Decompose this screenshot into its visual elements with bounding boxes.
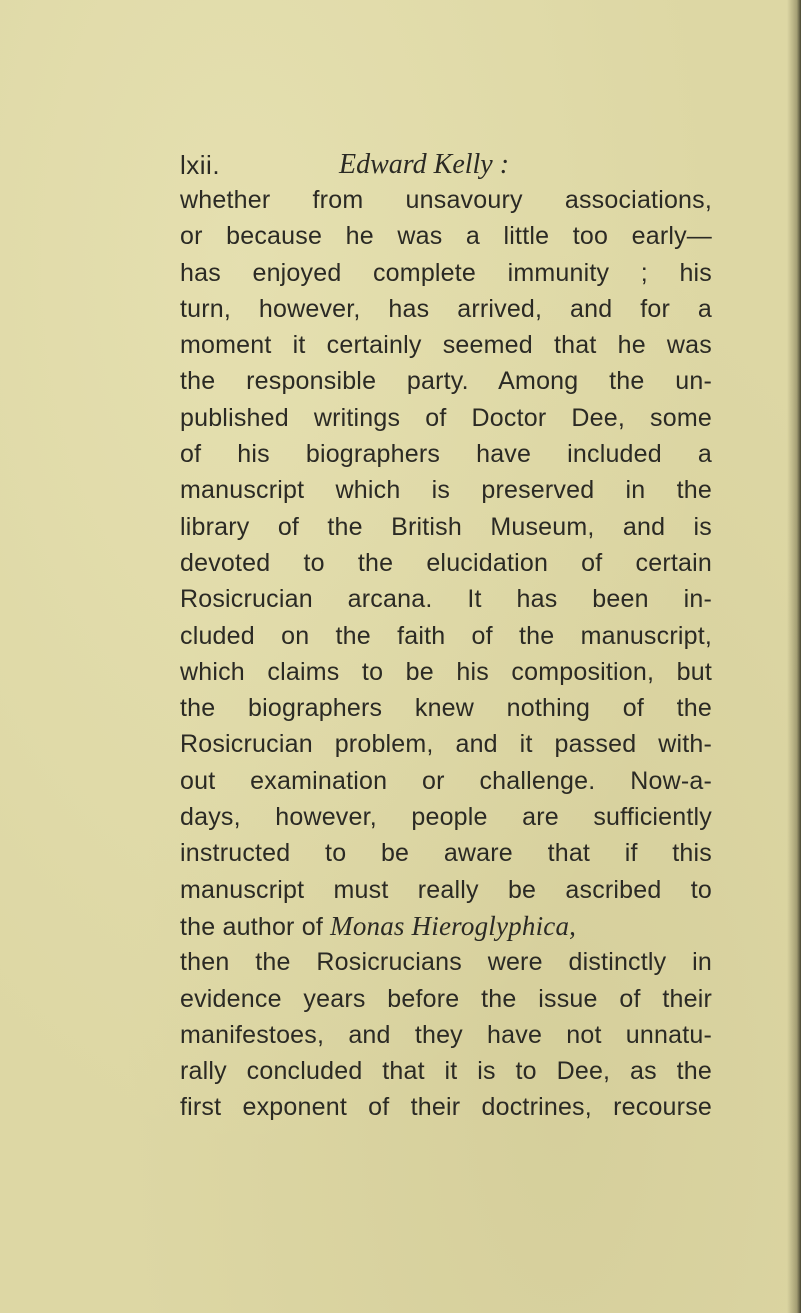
text-line: out examination or challenge. Now-a- — [180, 766, 712, 795]
text-line: library of the British Museum, and is — [180, 512, 712, 541]
text-line: Rosicrucian arcana. It has been in- — [180, 585, 712, 614]
text-line: or because he was a little too early— — [180, 222, 712, 251]
text-line: then the Rosicrucians were distinctly in — [180, 948, 712, 977]
text-line: instructed to be aware that if this — [180, 839, 712, 868]
text-line: days, however, people are sufficiently — [180, 803, 712, 832]
page-header — [180, 145, 740, 185]
text-line: whether from unsavoury associations, — [180, 186, 712, 214]
text-line: devoted to the elucidation of certain — [180, 548, 712, 577]
text-segment: the author of — [180, 912, 331, 941]
text-line: the responsible party. Among the un- — [180, 367, 712, 396]
body-text — [180, 182, 712, 1126]
text-line: manifestoes, and they have not unnatu- — [180, 1020, 712, 1049]
text-line: Rosicrucian problem, and it passed with- — [180, 730, 712, 759]
text-line: which claims to be his composition, but — [180, 657, 712, 686]
text-line: has enjoyed complete immunity ; his — [180, 258, 712, 287]
text-line: manuscript must really be ascribed to — [180, 875, 712, 904]
text-line-with-title — [180, 908, 712, 944]
text-line: the biographers knew nothing of the — [180, 694, 712, 723]
text-line: turn, however, has arrived, and for a — [180, 294, 712, 323]
text-line: manuscript which is preserved in the — [180, 476, 712, 505]
text-line: first exponent of their doctrines, recourse — [180, 1093, 712, 1122]
page-number: lxii. — [180, 150, 221, 180]
running-head: Edward Kelly : — [339, 149, 510, 180]
text-line: published writings of Doctor Dee, some — [180, 403, 712, 432]
text-line: rally concluded that it is to Dee, as the — [180, 1057, 712, 1086]
text-line: moment it certainly seemed that he was — [180, 331, 712, 360]
text-line: cluded on the faith of the manuscript, — [180, 621, 712, 650]
book-title: Monas Hieroglyphica, — [330, 910, 577, 941]
text-line: of his biographers have included a — [180, 440, 712, 469]
page-edge-shadow — [787, 0, 801, 1313]
text-line: evidence years before the issue of their — [180, 984, 712, 1013]
